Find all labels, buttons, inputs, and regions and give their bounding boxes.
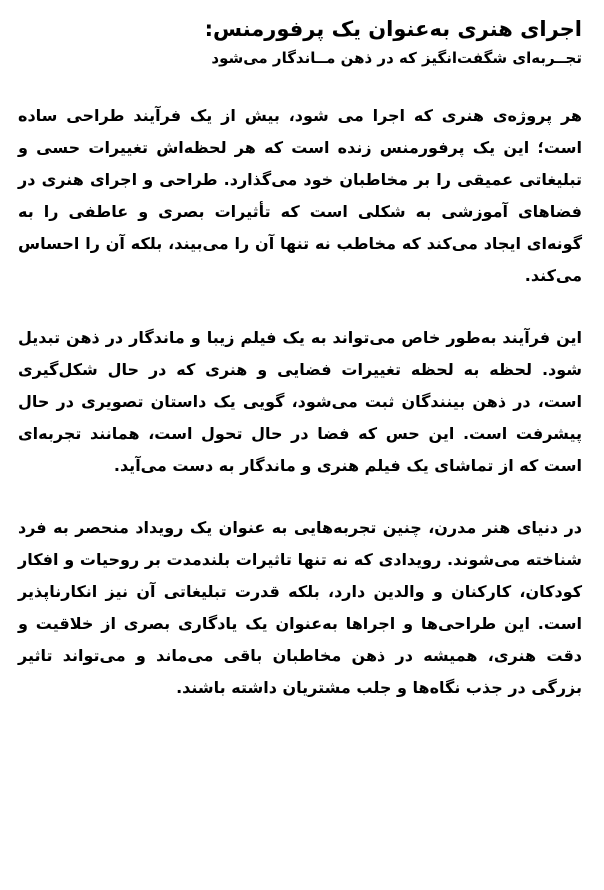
document-subtitle: تجــربه‌ای شگفت‌انگیز که در ذهن مــاندگار می‌شود xyxy=(211,49,582,67)
paragraph-3: در دنیای هنر مدرن، چنین تجربه‌هایی به عنوان یک رویداد منحصر به فرد شناخته می‌شوند. رویدادی که نه تنها تاثیرات بلندمدت بر روحیات و افکار کودکان، کارکنان و والدین دارد، بلکه قدرت تبلیغاتی آن نیز انکارناپذیر است. این طراحی‌ها و اجراها به‌عنوان یک یادگاری بصری از خلاقیت و دقت هنری، همیشه در ذهن مخاطبان باقی می‌ماند و می‌تواند تاثیر بزرگی در جذب نگاه‌ها و جلب مشتریان داشته باشند. xyxy=(18,518,582,697)
paragraph-2: این فرآیند به‌طور خاص می‌تواند به یک فیلم زیبا و ماندگار در ذهن تبدیل شود. لحظه به لحظه تغییرات فضایی و هنری که در حال شکل‌گیری است، در ذهن بینندگان ثبت می‌شود، گویی یک داستان تصویری در حال پیشرفت است. این حس که فضا در حال تحول است، همانند تجربه‌ای است که از تماشای یک فیلم هنری و ماندگار به دست می‌آید. xyxy=(18,328,582,475)
document-title: اجرای هنری به‌عنوان یک پرفورمنس: xyxy=(204,17,582,41)
paragraph-1: هر پروژه‌ی هنری که اجرا می شود، بیش از یک فرآیند طراحی ساده است؛ این یک پرفورمنس زنده است که هر لحظه‌اش تغییرات حسی و تبلیغاتی عمیقی را بر مخاطبان خود می‌گذارد. طراحی و اجرای هنری در فضاهای آموزشی به شکلی است که تأثیرات بصری و عاطفی را به گونه‌ای ایجاد می‌کند که مخاطب نه تنها آن را می‌بیند، بلکه آن را احساس می‌کند. xyxy=(18,106,582,285)
